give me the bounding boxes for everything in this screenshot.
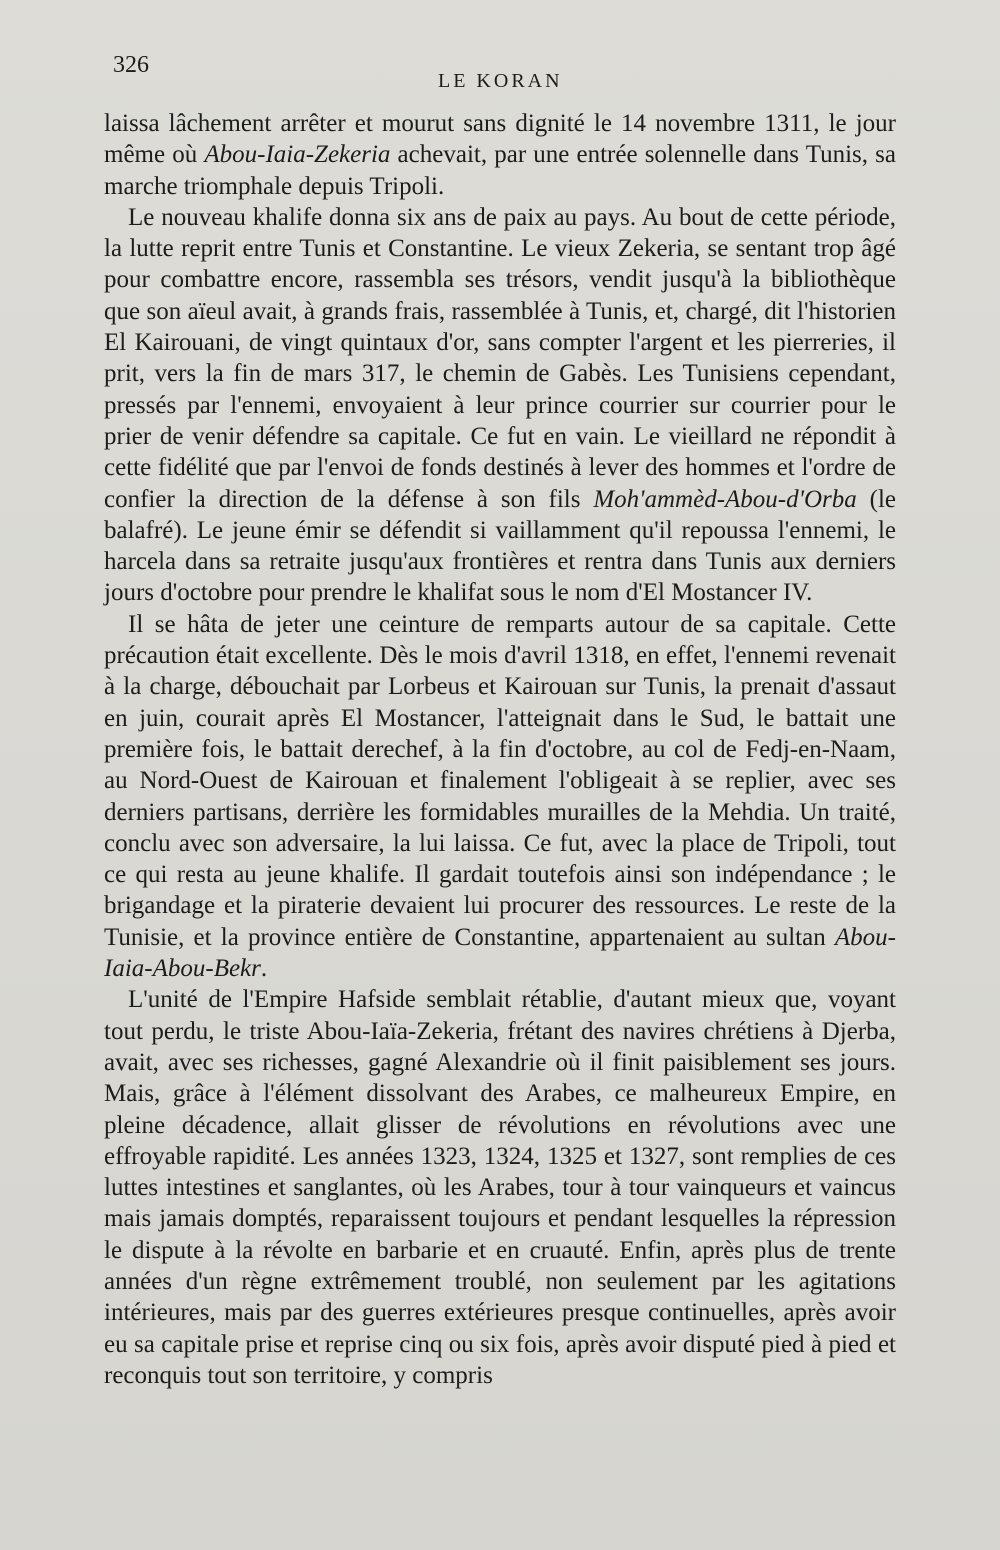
body-text <box>104 108 896 1391</box>
text-segment: achevait, par une entrée solennelle dans Tunis, sa marche triomphale depuis Tripoli. <box>104 141 896 200</box>
text-segment: Il se hâta de jeter une ceinture de remparts autour de sa capitale. Cette précaution était excellente. Dès le mois d'avril 1318, en effet, l'ennemi revenait à la charge, débouchait par Lorbeus et Kairouan sur Tunis, la prenait d'assaut en juin, courait après El Mostancer, l'atteignait dans le Sud, le battait une première fois, le battait derechef, à la fin d'octobre, au col de Fedj-en-Naam, au Nord-Ouest de Kairouan et finalement l'obligeait à se replier, avec ses derniers partisans, derrière les formidables murailles de la Mehdia. Un traité, conclu avec son adversaire, la lui laissa. Ce fut, avec la place de Tripoli, tout ce qui resta au jeune khalife. Il gardait toutefois ainsi son indépendance ; le brigandage et la piraterie devaient lui procurer des ressources. Le reste de la Tunisie, et la province entière de Constantine, appartenaient au sultan <box>104 610 896 951</box>
text-segment: Le nouveau khalife donna six ans de paix au pays. Au bout de cette période, la lutte reprit entre Tunis et Constantine. Le vieux Zekeria, se sentant trop âgé pour combattre encore, rassembla ses trésors, vendit jusqu'à la bibliothèque que son aïeul avait, à grands frais, rassemblée à Tunis, et, chargé, dit l'historien El Kairouani, de vingt quintaux d'or, sans compter l'argent et les pierreries, il prit, vers la fin de mars 317, le chemin de Gabès. Les Tunisiens cependant, pressés par l'ennemi, envoyaient à leur prince courrier sur courrier pour le prier de venir défendre sa capitale. Ce fut en vain. Le vieillard ne répondit à cette fidélité que par l'envoi de fonds destinés à lever des hommes et l'ordre de confier la direction de la défense à son fils <box>104 203 896 513</box>
text-segment: (le balafré). Le jeune émir se défendit si vaillamment qu'il repoussa l'ennemi, le harcela dans sa retraite jusqu'aux frontières et rentra dans Tunis aux derniers jours d'octobre pour prendre le khalifat sous le nom d'El Mostancer IV. <box>104 485 896 607</box>
text-segment: laissa lâchement arrêter et mourut sans dignité le 14 novembre 1311, le jour même où <box>104 110 896 169</box>
text-segment-italic: Moh'ammèd-Abou-d'Orba <box>593 485 857 513</box>
running-title: LE KORAN <box>438 70 563 92</box>
text-segment: . <box>260 955 268 983</box>
paragraph-2 <box>104 202 896 609</box>
text-segment-italic: Abou-Iaia-Zekeria <box>204 141 391 169</box>
paragraph-1 <box>104 108 896 202</box>
text-segment-italic: Abou-Iaia-Abou-Bekr <box>104 923 896 983</box>
paragraph-4 <box>104 984 896 1391</box>
text-segment: L'unité de l'Empire Hafside semblait rétablie, d'autant mieux que, voyant tout perdu, le triste Abou-Iaïa-Zekeria, frétant des navires chrétiens à Djerba, avait, avec ses richesses, gagné Alexandrie où il finit paisiblement ses jours. Mais, grâce à l'élément dissolvant des Arabes, ce malheureux Empire, en pleine décadence, allait glisser de révolutions en révolutions avec une effroyable rapidité. Les années 1323, 1324, 1325 et 1327, sont remplies de ces luttes intestines et sanglantes, où les Arabes, tour à tour vainqueurs et vaincus mais jamais domptés, reparaissent toujours et pendant lesquelles la répression le dispute à la révolte en barbarie et en cruauté. Enfin, après plus de trente années d'un règne extrêmement troublé, non seulement par les agitations intérieures, mais par des guerres extérieures presque continuelles, après avoir eu sa capitale prise et reprise cinq ou six fois, après avoir disputé pied à pied et reconquis tout son territoire, y compris <box>104 986 896 1389</box>
page-number: 326 <box>113 52 149 78</box>
paragraph-3 <box>104 609 896 985</box>
